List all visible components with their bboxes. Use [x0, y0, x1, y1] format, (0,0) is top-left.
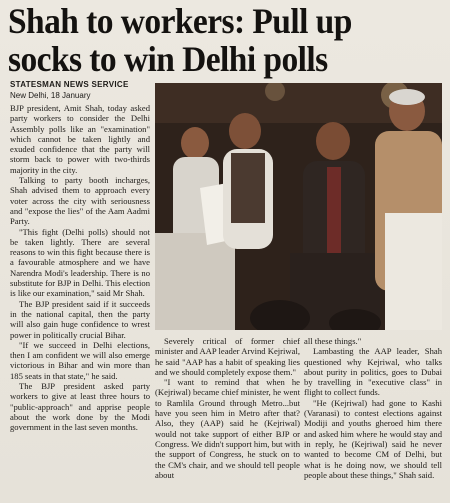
byline: STATESMAN NEWS SERVICE — [10, 80, 129, 89]
paragraph: Lambasting the AAP leader, Shah questioned why Kejriwal, who talks about purity in politics, goes to Dubai by travelling in "executive class" in flight to collect funds. — [304, 346, 442, 398]
paragraph: "This fight (Delhi polls) should not be taken lightly. There are several reasons to win this fight because there is a favourable atmosphere and we have Narendra Modi's leadership. There is no substitute for BJP in Delhi. This election is like our examination," said Mr Shah. — [10, 226, 150, 299]
paragraph: BJP president, Amit Shah, today asked party workers to consider the Delhi Assembly polls like an "examination" which cannot be taken lightly and exuded confidence that the party will storm back to power with two-thirds majority in the city. — [10, 103, 150, 175]
paragraph: Talking to party booth incharges, Shah advised them to approach every voter across the city with seriousness and "expose the lies" of the Aam Aadmi Party. — [10, 175, 150, 227]
article-column-3 — [304, 336, 442, 498]
article-column-1 — [10, 103, 150, 498]
photo-illustration — [155, 83, 442, 330]
paragraph: The BJP president said if it succeeds in the national capital, then the party will also gain huge confidence to wrest power in politically crucial Bihar. — [10, 298, 150, 340]
paragraph: all these things." — [304, 336, 362, 346]
headline: Shah to workers: Pull up socks to win Delhi polls — [8, 1, 352, 79]
news-photo — [155, 83, 442, 330]
paragraph: The BJP president asked party workers to give at least three hours to "public-approach" and apprise people about the work done by the Modi government in the last seven months. — [10, 381, 150, 433]
paragraph: "If we succeed in Delhi elections, then I am confident we will also emerge victorious in Bihar and win more than 185 seats in that state," he said. — [10, 339, 150, 381]
article-column-2 — [155, 336, 300, 498]
paragraph: Severely critical of former chief minister and AAP leader Arvind Kejriwal, he said "AAP has a habit of speaking lies and we should completely expose them." — [155, 336, 300, 377]
paragraph: "I want to remind that when he (Kejriwal) became chief minister, he went to Ramlila Ground through Metro...but have you seen him in Metro after that? Also, they (AAP) said he (Kejriwal) would not take support of either BJP or Congress. We didn't support him, but with the support of Congress, he stuck on to the CM's chair, and we should tell people about — [155, 377, 300, 480]
dateline: New Delhi, 18 January — [10, 91, 91, 100]
paragraph: "He (Kejriwal) had gone to Kashi (Varanasi) to contest elections against Modiji and youths ghеroed him there and asked him where he would stay and in reply, he (Kejriwal) said he never wanted to become CM of Delhi, but what is he doing now, we should tell people about these things," Shah said. — [304, 397, 442, 480]
